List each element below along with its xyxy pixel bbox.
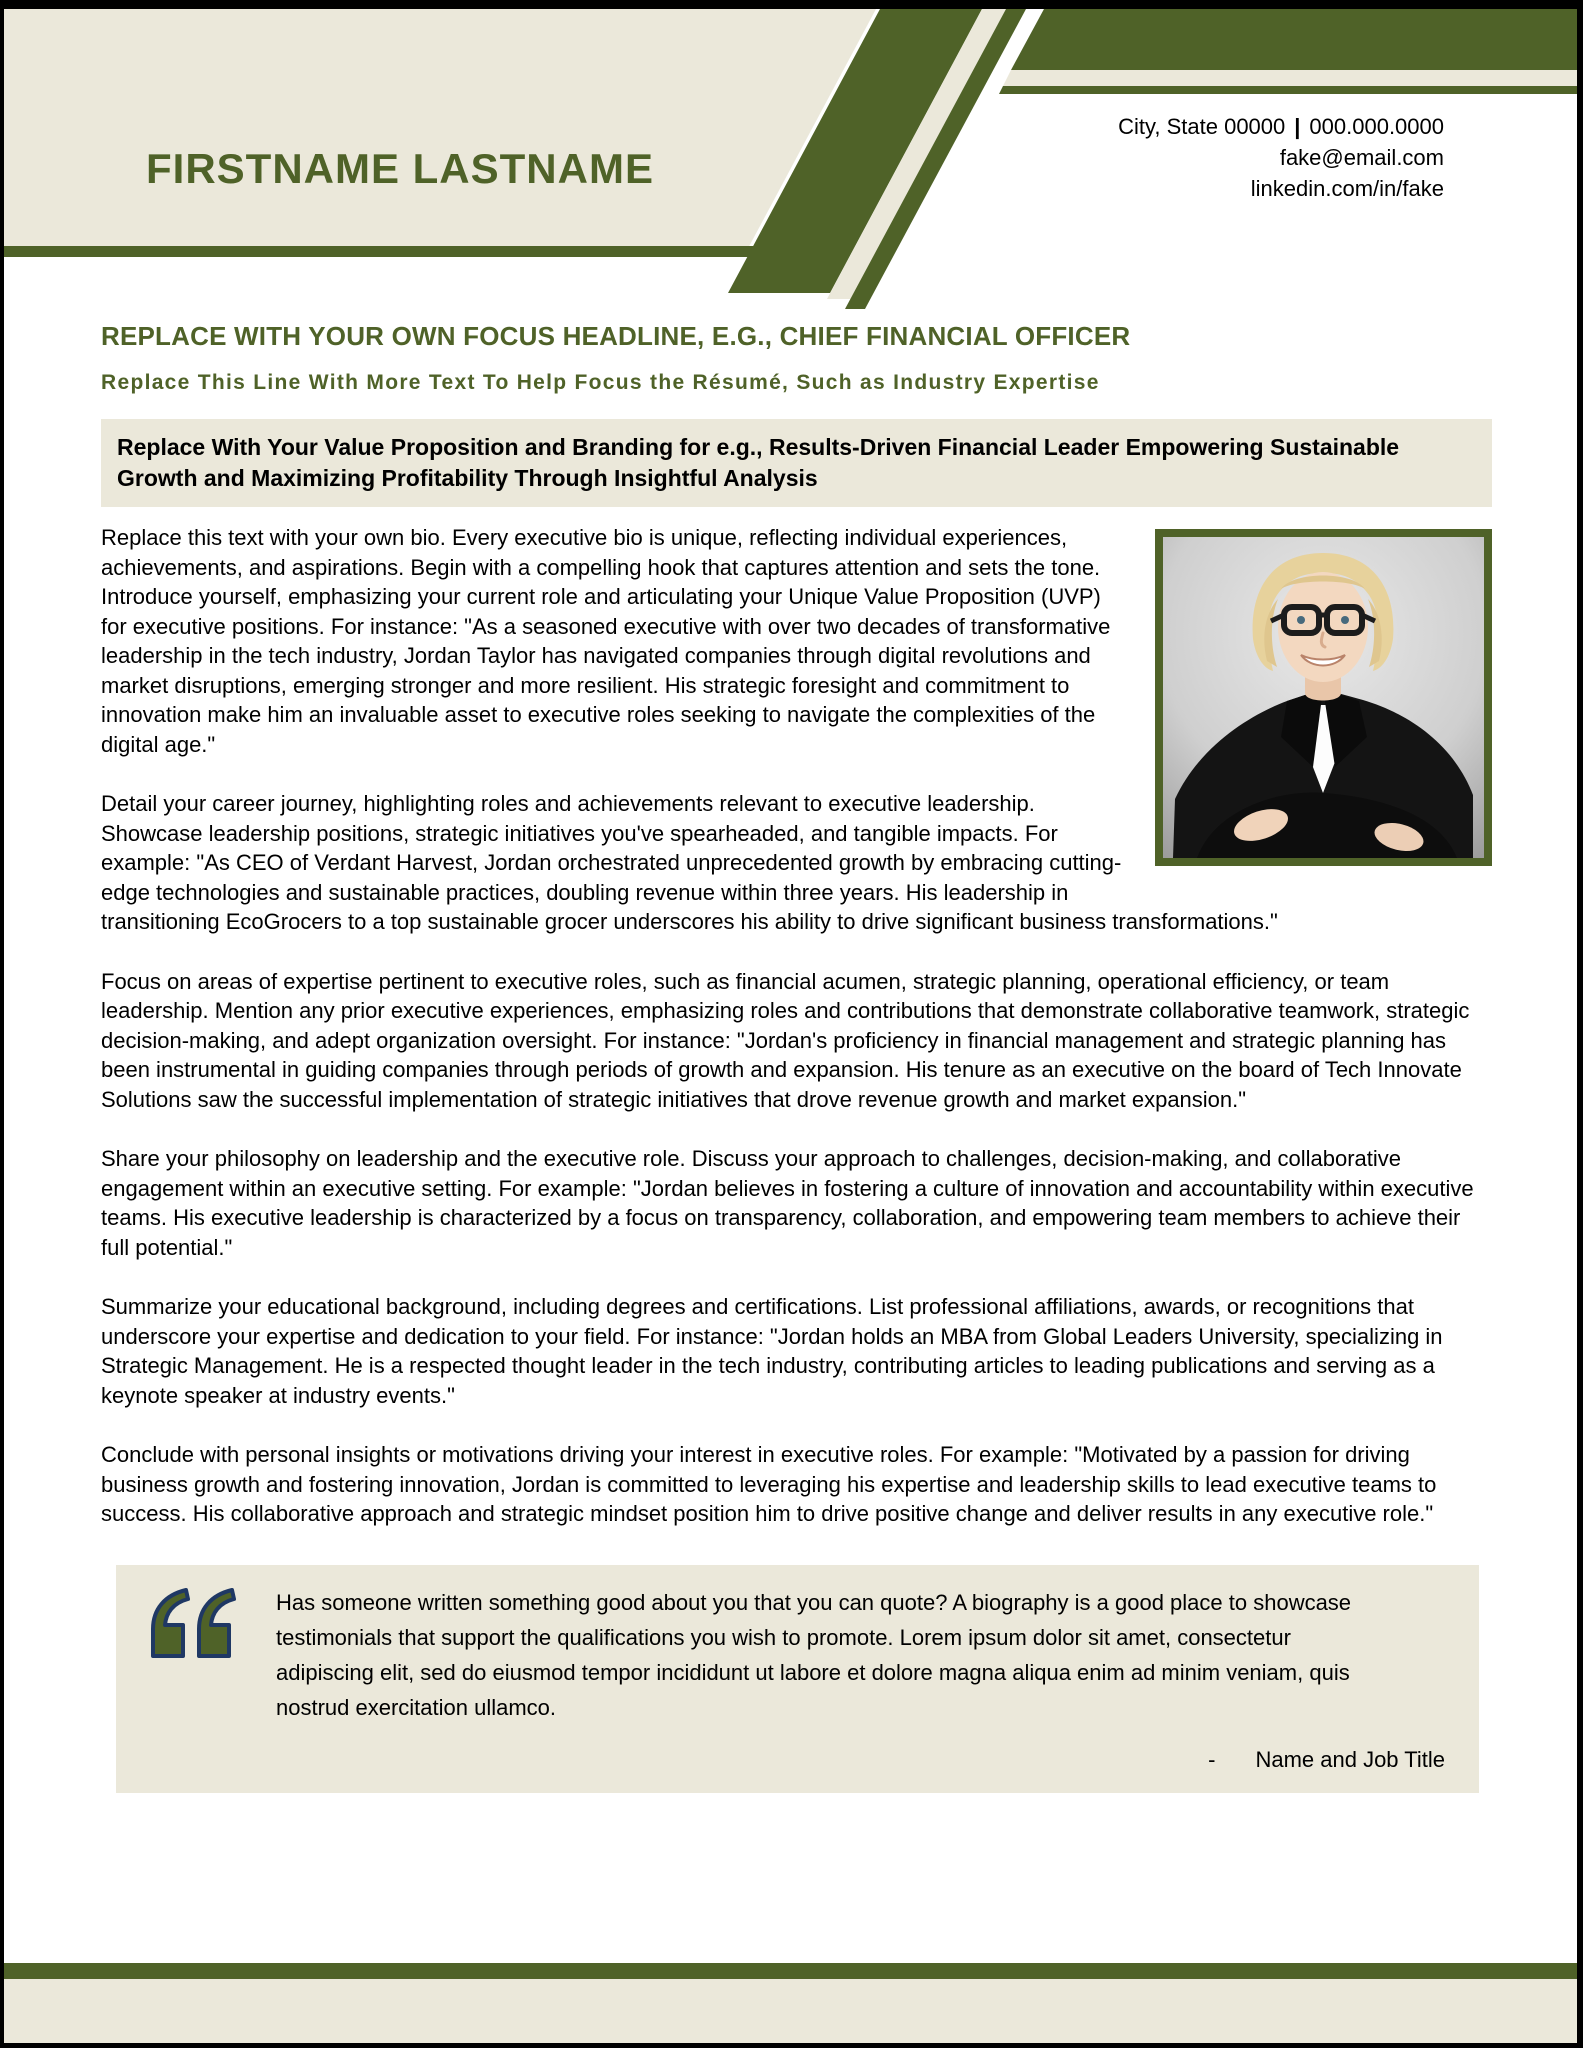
footer-cream-band (4, 1979, 1577, 2043)
contact-info (1118, 111, 1444, 204)
testimonial-attribution (144, 1747, 1449, 1773)
bio-paragraph: Replace this text with your own bio. Every executive bio is unique, reflecting individual experiences, achievements, and aspirations. Begin with a compelling hook that captures attention and sets the tone. Introduce yourself, emphasizing your current role and articulating your Unique Value Proposition (UVP) for executive positions. For instance: "As a seasoned executive with over two decades of transformative leadership in the tech industry, Jordan Taylor has navigated companies through digital revolutions and market disruptions, emerging stronger and more resilient. His strategic foresight and commitment to innovation make him an invaluable asset to executive roles seeking to navigate the complexities of the digital age." (101, 525, 1111, 757)
bio-paragraph: Detail your career journey, highlighting roles and achievements relevant to executive leadership. Showcase leadership positions, strategic initiatives you've spearheaded, and tangible impacts. For example: "As CEO of Verdant Harvest, Jordan orchestrated unprecedented growth by embracing cutting-edge technologies and sustainable practices, doubling revenue within three years. His leadership in transitioning EcoGrocers to a top sustainable grocer underscores his ability to drive significant business transformations." (101, 791, 1278, 934)
header-band (4, 9, 1577, 309)
portrait-illustration (1163, 537, 1484, 858)
value-proposition-box: Replace With Your Value Proposition and Branding for e.g., Results-Driven Financial Leader Empowering Sustainable Growth and Maximizing Profitability Through Insightful Analysis (101, 419, 1492, 507)
testimonial-box (116, 1565, 1479, 1793)
main-content (4, 319, 1577, 1793)
contact-line-location-phone (1118, 111, 1444, 142)
linkedin-text: linkedin.com/in/fake (1250, 176, 1444, 201)
executive-photo (1155, 529, 1492, 866)
bio-paragraph: Conclude with personal insights or motivations driving your interest in executive roles. For example: "Motivated by a passion for driving business growth and fostering innovation, Jordan is committed to leveraging his expertise and leadership skills to lead executive teams to success. His collaborative approach and strategic mindset position him to drive positive change and deliver results in any executive role." (101, 1442, 1437, 1526)
attribution-name: Name and Job Title (1255, 1746, 1445, 1772)
testimonial-text: Has someone written something good about you that you can quote? A biography is a good place to showcase testimonials that support the qualifications you wish to promote. Lorem ipsum dolor sit amet, consectetur adipiscing elit, sed do eiusmod tempor incididunt ut labore et dolore magna aliqua enim ad minim veniam, quis nostrud exercitation ullamco. (276, 1589, 1352, 1720)
location-text: City, State 00000 (1118, 114, 1286, 139)
focus-headline: REPLACE WITH YOUR OWN FOCUS HEADLINE, E.G., CHIEF FINANCIAL OFFICER (101, 321, 1131, 351)
bio-paragraph: Focus on areas of expertise pertinent to executive roles, such as financial acumen, strategic planning, operational efficiency, or team leadership. Mention any prior executive experiences, emphasizing roles and contributions that demonstrate collaborative teamwork, strategic decision-making, and adept organization oversight. For instance: "Jordan's proficiency in financial management and strategic planning has been instrumental in guiding companies through periods of growth and expansion. His tenure as an executive on the board of Tech Innovate Solutions saw the successful implementation of strategic initiatives that drove revenue growth and market expansion." (101, 968, 1470, 1112)
bio-paragraph: Summarize your educational background, including degrees and certifications. List professional affiliations, awards, or recognitions that underscore your expertise and dedication to your field. For instance: "Jordan holds an MBA from Global Leaders University, specializing in Strategic Management. He is a respected thought leader in the tech industry, contributing articles to leading publications and serving as a keynote speaker at industry events." (101, 1294, 1443, 1408)
phone-text: 000.000.0000 (1309, 114, 1444, 139)
email-text: fake@email.com (1279, 145, 1444, 170)
double-quote-icon (150, 1587, 250, 1659)
attribution-dash: - (1208, 1746, 1216, 1772)
page-title-name: FIRSTNAME LASTNAME (146, 145, 654, 192)
footer-olive-bar (4, 1963, 1577, 1979)
bio-paragraph: Share your philosophy on leadership and the executive role. Discuss your approach to challenges, decision-making, and collaborative engagement within an executive setting. For example: "Jordan believes in fostering a culture of innovation and accountability within executive teams. His executive leadership is characterized by a focus on transparency, collaboration, and empowering team members to achieve their full potential." (101, 1146, 1474, 1260)
focus-subheadline: Replace This Line With More Text To Help Focus the Résumé, Such as Industry Expertise (101, 371, 1100, 394)
bio-section (101, 523, 1492, 1529)
contact-separator: | (1294, 114, 1301, 139)
